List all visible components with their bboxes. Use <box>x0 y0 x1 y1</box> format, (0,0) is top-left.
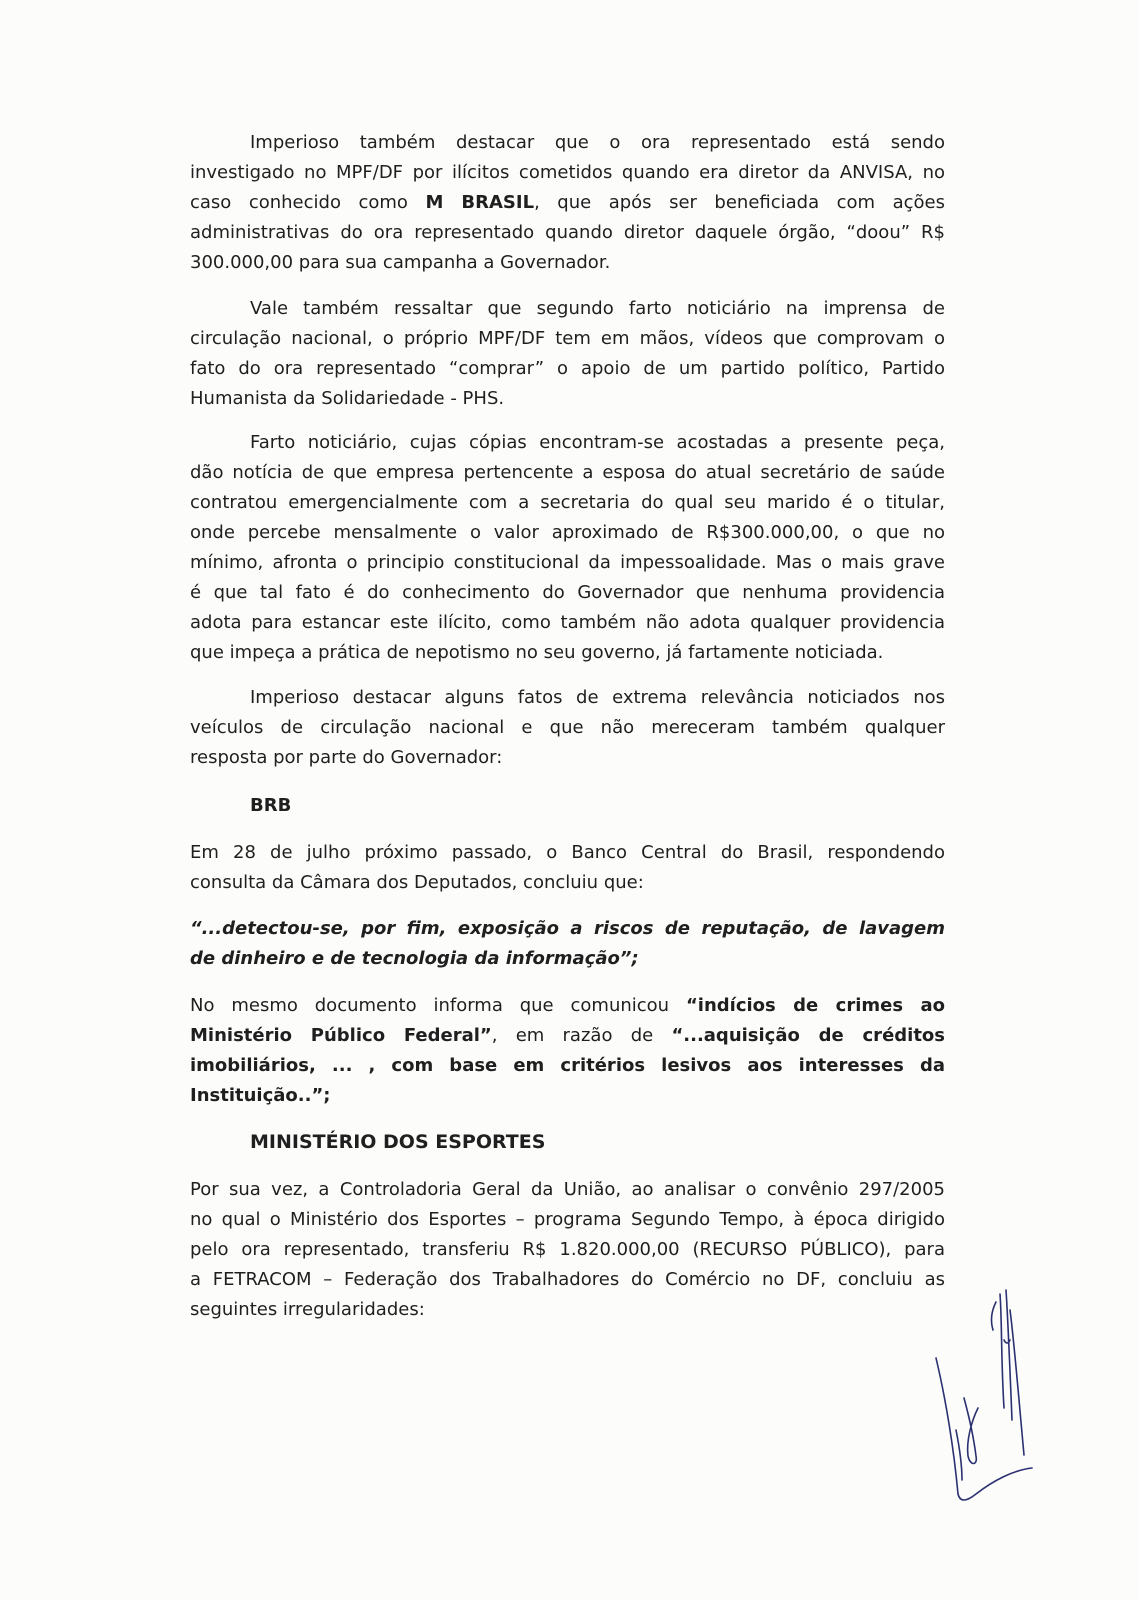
text-line: é que tal fato é do conhecimento do Governador que nenhuma providencia <box>190 582 945 603</box>
paragraph-4 <box>190 683 945 773</box>
text-line: que impeça a prática de nepotismo no seu governo, já fartamente noticiada. <box>190 642 884 663</box>
bold-text: imobiliários, ... , com base em critérios lesivos aos interesses da <box>190 1055 945 1076</box>
text-line: Imperioso destacar alguns fatos de extrema relevância noticiados nos <box>250 687 945 708</box>
bold-text: “indícios de crimes ao <box>685 995 945 1016</box>
text-line: veículos de circulação nacional e que não mereceram também qualquer <box>190 717 945 738</box>
text-line <box>190 188 945 218</box>
text-line: Imperioso também destacar que o ora representado está sendo <box>250 132 945 153</box>
text-line: a FETRACOM – Federação dos Trabalhadores do Comércio no DF, concluiu as <box>190 1269 945 1290</box>
text-line: seguintes irregularidades: <box>190 1299 425 1320</box>
paragraph-2 <box>190 294 945 414</box>
quote-line: “...detectou-se, por fim, exposição a riscos de reputação, de lavagem <box>190 918 945 939</box>
bold-text: Ministério Público Federal” <box>190 1025 492 1046</box>
bold-text: Instituição..”; <box>190 1085 331 1106</box>
text-line: no qual o Ministério dos Esportes – programa Segundo Tempo, à época dirigido <box>190 1209 945 1230</box>
text-line: Por sua vez, a Controladoria Geral da União, ao analisar o convênio 297/2005 <box>190 1179 945 1200</box>
text-line: mínimo, afronta o principio constitucional da impessoalidade. Mas o mais grave <box>190 552 945 573</box>
text-line: Farto noticiário, cujas cópias encontram-se acostadas a presente peça, <box>250 432 945 453</box>
text-line: fato do ora representado “comprar” o apoio de um partido político, Partido <box>190 358 945 379</box>
text-line: onde percebe mensalmente o valor aproximado de R$300.000,00, o que no <box>190 522 945 543</box>
text-line: contratou emergencialmente com a secretaria do qual seu marido é o titular, <box>190 492 945 513</box>
text-line: circulação nacional, o próprio MPF/DF tem em mãos, vídeos que comprovam o <box>190 328 945 349</box>
text-line: pelo ora representado, transferiu R$ 1.820.000,00 (RECURSO PÚBLICO), para <box>190 1239 945 1260</box>
text-line: consulta da Câmara dos Deputados, concluiu que: <box>190 872 644 893</box>
paragraph-7 <box>190 1175 945 1325</box>
paragraph-3 <box>190 428 945 668</box>
text-line: Vale também ressaltar que segundo farto noticiário na imprensa de <box>250 298 945 319</box>
quote-line: de dinheiro e de tecnologia da informação”; <box>190 948 639 969</box>
paragraph-6 <box>190 991 945 1111</box>
text-line <box>190 1051 945 1081</box>
text-line: dão notícia de que empresa pertencente a esposa do atual secretário de saúde <box>190 462 945 483</box>
text-line: 300.000,00 para sua campanha a Governador. <box>190 252 611 273</box>
paragraph-5 <box>190 838 945 898</box>
text-line: administrativas do ora representado quando diretor daquele órgão, “doou” R$ <box>190 222 945 243</box>
signature <box>920 1280 1060 1520</box>
text-run: No mesmo documento informa que comunicou <box>190 995 686 1016</box>
text-run: , que após ser beneficiada com ações <box>534 192 945 213</box>
text-line: resposta por parte do Governador: <box>190 747 503 768</box>
text-line <box>190 991 945 1021</box>
text-line: Humanista da Solidariedade - PHS. <box>190 388 505 409</box>
section-heading-ministerio: MINISTÉRIO DOS ESPORTES <box>250 1131 546 1153</box>
paragraph-1 <box>190 128 945 278</box>
text-line: investigado no MPF/DF por ilícitos cometidos quando era diretor da ANVISA, no <box>190 162 945 183</box>
text-line: adota para estancar este ilícito, como também não adota qualquer providencia <box>190 612 945 633</box>
text-line <box>190 1081 945 1111</box>
text-line <box>190 1021 945 1051</box>
quotation <box>190 914 945 974</box>
text-run: caso conhecido como <box>190 192 426 213</box>
bold-text: “...aquisição de créditos <box>671 1025 946 1046</box>
text-line: Em 28 de julho próximo passado, o Banco Central do Brasil, respondendo <box>190 842 945 863</box>
text-run: , em razão de <box>491 1025 672 1046</box>
bold-text-m-brasil: M BRASIL <box>425 192 535 213</box>
section-heading-brb: BRB <box>250 795 292 816</box>
